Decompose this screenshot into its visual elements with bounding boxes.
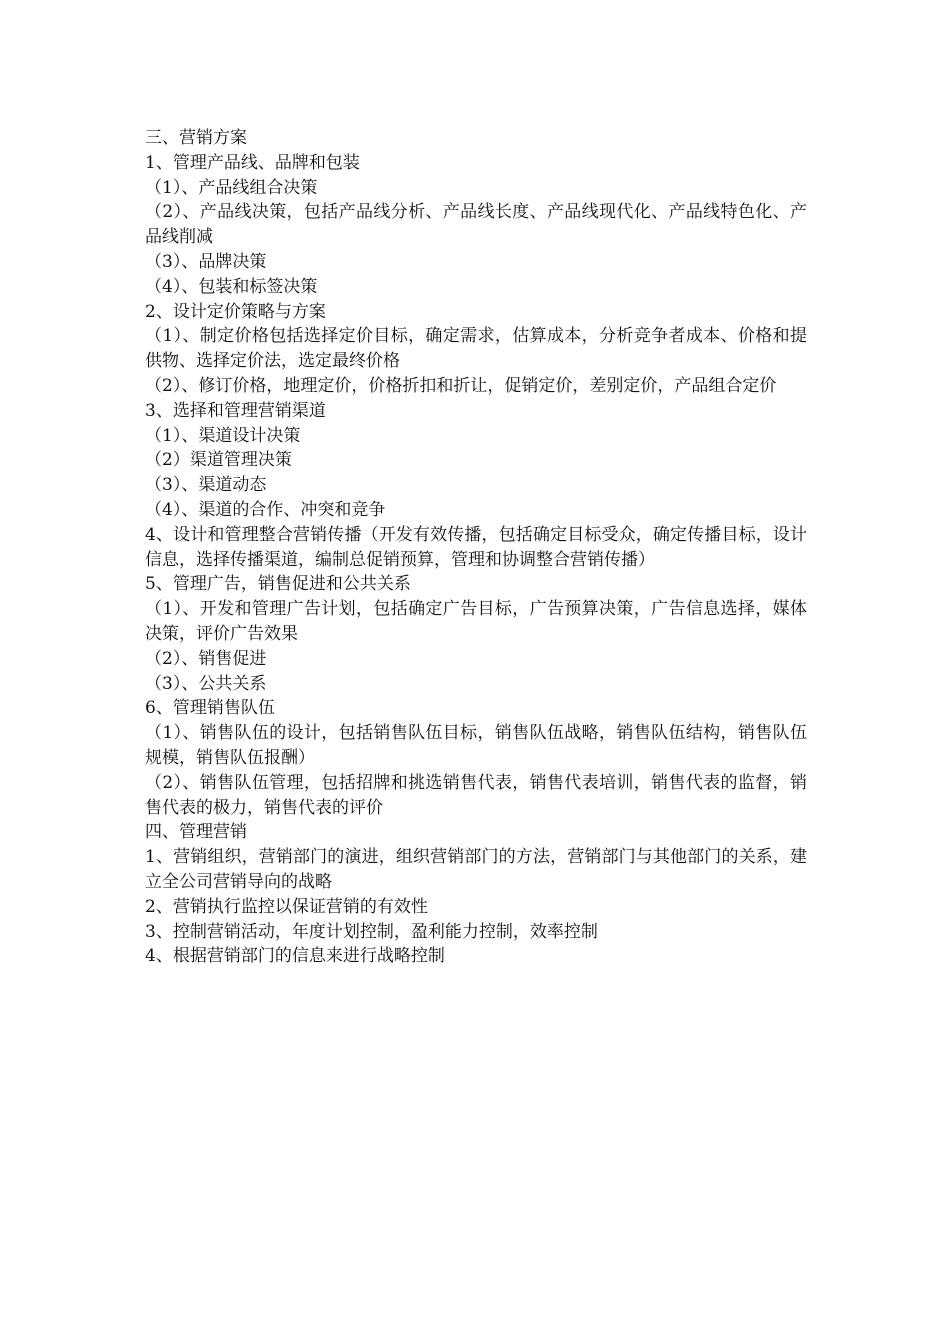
text-line: （1）、销售队伍的设计，包括销售队伍目标，销售队伍战略，销售队伍结构，销售队伍规模，销售队伍报酬）: [145, 723, 807, 768]
text-line: （4）、渠道的合作、冲突和竞争: [145, 499, 386, 520]
text-line: 1、管理产品线、品牌和包装: [145, 152, 360, 173]
section-heading-manage-marketing: 四、管理营销: [145, 822, 247, 843]
text-line: （2）、销售队伍管理，包括招牌和挑选销售代表，销售代表培训，销售代表的监督，销售代表的极力，销售代表的评价: [145, 772, 807, 818]
document-body: [145, 126, 807, 969]
text-line: 1、营销组织，营销部门的演进，组织营销部门的方法，营销部门与其他部门的关系，建立全公司营销导向的战略: [145, 847, 807, 892]
text-line: 2、营销执行监控以保证营销的有效性: [145, 896, 428, 917]
text-line: 4、根据营销部门的信息来进行战略控制: [145, 946, 445, 967]
text-line: 5、管理广告，销售促进和公共关系: [145, 574, 411, 595]
text-line: （2）、销售促进: [145, 648, 267, 669]
text-line: 6、管理销售队伍: [145, 698, 275, 719]
text-line: （2）、修订价格，地理定价，价格折扣和折让，促销定价，差别定价，产品组合定价: [145, 375, 777, 396]
text-line: （3）、品牌决策: [145, 251, 267, 272]
text-line: 3、控制营销活动，年度计划控制，盈利能力控制，效率控制: [145, 921, 598, 942]
text-line: （2）、产品线决策，包括产品线分析、产品线长度、产品线现代化、产品线特色化、产品线削减: [145, 202, 807, 248]
text-line: （1）、制定价格包括选择定价目标，确定需求，估算成本，分析竞争者成本、价格和提供物、选择定价法，选定最终价格: [145, 326, 807, 372]
text-line: 2、设计定价策略与方案: [145, 301, 326, 322]
section-heading-marketing-plan: 三、营销方案: [145, 128, 247, 148]
text-line: （2）渠道管理决策: [145, 450, 292, 471]
text-line: （1）、渠道设计决策: [145, 425, 301, 446]
text-line: （1）、产品线组合决策: [145, 177, 318, 198]
text-line: （1）、开发和管理广告计划，包括确定广告目标，广告预算决策，广告信息选择，媒体决策，评价广告效果: [145, 599, 807, 644]
text-line: 3、选择和管理营销渠道: [145, 400, 326, 421]
text-line: （4）、包装和标签决策: [145, 276, 318, 297]
text-line: 4、设计和管理整合营销传播（开发有效传播，包括确定目标受众，确定传播目标，设计信息，选择传播渠道，编制总促销预算，管理和协调整合营销传播）: [145, 524, 807, 570]
text-line: （3）、公共关系: [145, 673, 267, 694]
text-line: （3）、渠道动态: [145, 475, 267, 496]
